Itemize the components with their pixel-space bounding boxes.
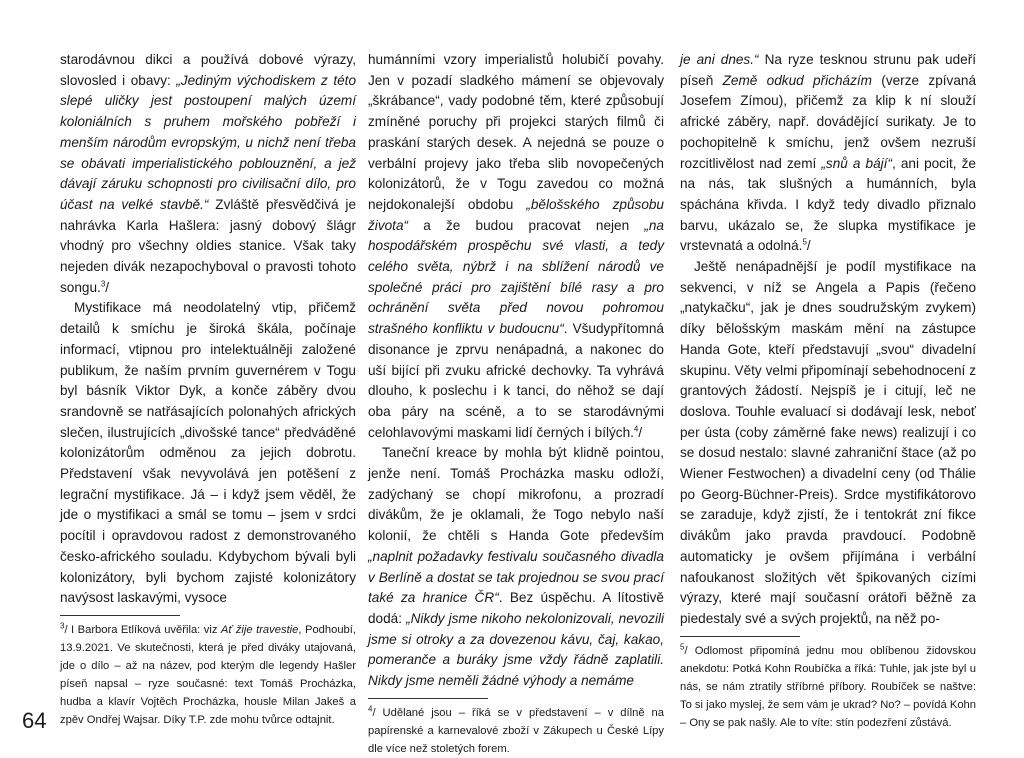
text-run: / I Barbora Etlíková uvěřila: viz: [64, 623, 221, 636]
paragraph: [368, 443, 664, 691]
paragraph: [680, 50, 976, 257]
text-run: . Všudypřítomná disonance je zprvu nenápadná, a nakonec do uší bijící při zvuku africké dechovky. Ta vyhrává dlouho, k poslechu i k tanci, do něhož se dají oba páry na scéně, a to se starodávnými celohlavovými maskami lidí černých i bílých.: [368, 321, 664, 440]
column-1: [60, 50, 356, 729]
italic-quote: Země odkud přicházím: [722, 72, 872, 88]
paragraph: [60, 50, 356, 298]
italic-quote: „bělošského způsobu života“: [368, 196, 664, 233]
footnote-ref: 3: [100, 279, 106, 289]
text-run: , ani pocit, že na nás, tak slušných a humánních, byla spáchána křivda. I když tedy divadlo přiznalo barvu, ukázalo se, že slupka mystifikace je vrstevnatá a odolná.: [680, 155, 976, 254]
footnote-5: [680, 642, 976, 732]
italic-quote: Ať žije travestie: [220, 623, 299, 636]
footnote-ref: 5: [680, 641, 685, 651]
column-2: [368, 50, 664, 758]
text-run: /: [638, 424, 643, 440]
text-run: Taneční kreace by mohla být klidně pointou, jenže není. Tomáš Procházka masku odloží, zadýchaný se chopí mikrofonu, a prozradí divákům, že je oklamali, že Togo nebylo naší kolonií, že chtěli s Handa Gote především: [368, 445, 664, 544]
text-run: / Odlomost připomíná jednu mou oblíbenou židovskou anekdotu: Potká Kohn Roubíčka a říká: Tuhle, jak jste byl u nás, se nám ztratily stříbrné příbory. Roubíček se naštve: To si jako myslej, že sem vám je ukrad? No? – povídá Kohn – Ony se pak našly. Ale to víte: stín podezření zůstává.: [680, 644, 976, 729]
text-run: Zvláště přesvědčivá je nahrávka Karla Hašlera: jasný dobový šlágr vhodný pro všechny oldies stanice. Však taky nejeden divák nezapochyboval o pravosti tohoto songu.: [60, 196, 357, 295]
footnote-3: [60, 621, 356, 729]
paragraph: [368, 50, 664, 443]
footnote-ref: 5: [802, 237, 807, 247]
text-run: /: [806, 238, 811, 254]
italic-quote: je ani dnes.“: [680, 52, 759, 67]
text-run: . Bez úspěchu. A lítostivě dodá:: [368, 590, 664, 626]
text-run: (verze zpívaná Josefem Zímou), přičemž za klip k ní slouží africké záběry, např. dovádějící surikaty. Je to pochopitelně k smíchu, jenž ovšem nezruší rozcitlivělost nad zemí: [680, 72, 977, 171]
footnote-ref: 3: [60, 621, 65, 631]
italic-quote: „naplnit požadavky festivalu současného divadla v Berlíně a dostat se tak projednou se svou prací také za hranice ČR“: [368, 548, 664, 606]
text-run: / Udělané jsou – říká se v představení – v dílně na papírenské a karnevalové zboží v Zákupech u České Lípy dle více než stoletých forem.: [368, 706, 664, 755]
text-run: starodávnou dikci a používá dobové výrazy, slovosled i obavy:: [60, 52, 356, 88]
text-run: humánními vzory imperialistů holubičí povahy. Jen v pozadí sladkého mámení se objevovaly „škrábance“, vady podobné těm, které způsobují zmíněné poruchy při projekci starých filmů či praskání starých desek. A nejedná se pouze o verbální projevy jako třeba slib novopečených kolonizátorů, že v Togu zavedou co možná nejdokonalejší obdobu: [368, 52, 664, 212]
text-run: , Podhoubí, 13.9.2021. Ve skutečnosti, která je před diváky utajovaná, jde o dílo – až na název, pod kterým dle legendy Hašler píseň napsal – ryze současné: text Tomáš Procházka, hudba a klavír Vojtěch Procházka, housle Milan Jakeš a zpěv Ondřej Wajsar. Díky T.P. zde mohu tvůrce odtajnit.: [60, 623, 356, 726]
footnote-ref: 4: [633, 424, 639, 434]
text-run: Na ryze tesknou strunu pak udeří píseň: [680, 52, 977, 88]
footnote-ref: 4: [368, 704, 373, 714]
paragraph: Mystifikace má neodolatelný vtip, přičemž detailů k smíchu je široká škála, počínaje informací, vtipnou pro intelektuálněji založené publikum, že naším prvním guvernérem v Togu byl básník Viktor Dyk, a konče záběry dvou srandovně se natřásajících polonahých afrických slečen, ilustrujících „divošské tance“ předváděné kolonizátorům odměnou za jejich dobrotu. Představení však nevyvolává jen potěšení z legrační mystifikace. Já – i když jsem věděl, že jde o mystifikaci a smál se tomu – jsem v srdci pocítil i opravdovou radost z demonstrovaného česko-afrického souladu. Kdybychom bývali byli kolonizátory, byli bychom zajisté kolonizátory navýsost laskavými, vysoce: [60, 300, 356, 606]
italic-quote: „na hospodářském prospěchu své vlasti, a tedy celého světa, nýbrž i na sblížení národů ve společné práci pro zajištění bílé rasy a pro ochránění světa před novou pohromou strašného konfliktu v budoucnu“: [368, 217, 664, 337]
footnote-divider: [680, 636, 800, 637]
italic-quote: „Jediným východiskem z této slepé uličky jest postoupení malých území koloniálních s pruhem mořského pobřeží i menším národům evropským, u nichž není třeba se obávati imperialistického poblouznění, a jež dávají záruku schopnosti pro civilisační dílo, pro účast na velké stavbě.“: [60, 72, 356, 212]
italic-quote: „Nikdy jsme nikoho nekolonizovali, nevozili jsme si otroky a za dovezenou kávu, čaj, kakao, pomeranče a buráky jsme vždy řádně zaplatili. Nikdy jsme neměli žádné výhody a nemáme: [368, 610, 664, 689]
column-3: [680, 50, 976, 732]
paragraph: Ještě nenápadnější je podíl mystifikace na sekvenci, v níž se Angela a Papis (řečeno „natykačku“, jak je dnes soudružským zvykem) díky bělošským maskám mění na zástupce Handa Gote, kteří představují „svou“ divadelní skupinu. Věty velmi připomínají sebehodnocení z grantových žádostí. Nejspíš je i citují, leč ne doslova. Touhle evaluací si dodávají lesk, neboť per ústa (coby záměrné fake news) realizují i co se dosud nestalo: slavné zahraniční štace (až po Wiener Festwochen) a divadelní ceny (od Thálie po Georg-Büchner-Preis). Srdce mystifikátorovo se zaraduje, když zjistí, že i tentokrát zní fikce divákům jako pravda pravdoucí. Podobně automaticky je ovšem přijímána i verbální nafoukanost složitých vět špikovaných cizími výrazy, které mají současní orátoři běžně za piedestaly své a svých projektů, na něž po-: [680, 259, 976, 626]
text-run: /: [105, 279, 110, 295]
footnote-divider: [60, 615, 180, 616]
footnote-divider: [368, 698, 488, 699]
text-run: a že budou pracovat nejen: [408, 217, 645, 233]
page-number: 64: [22, 708, 47, 733]
italic-quote: „snů a bájí“: [821, 155, 892, 171]
